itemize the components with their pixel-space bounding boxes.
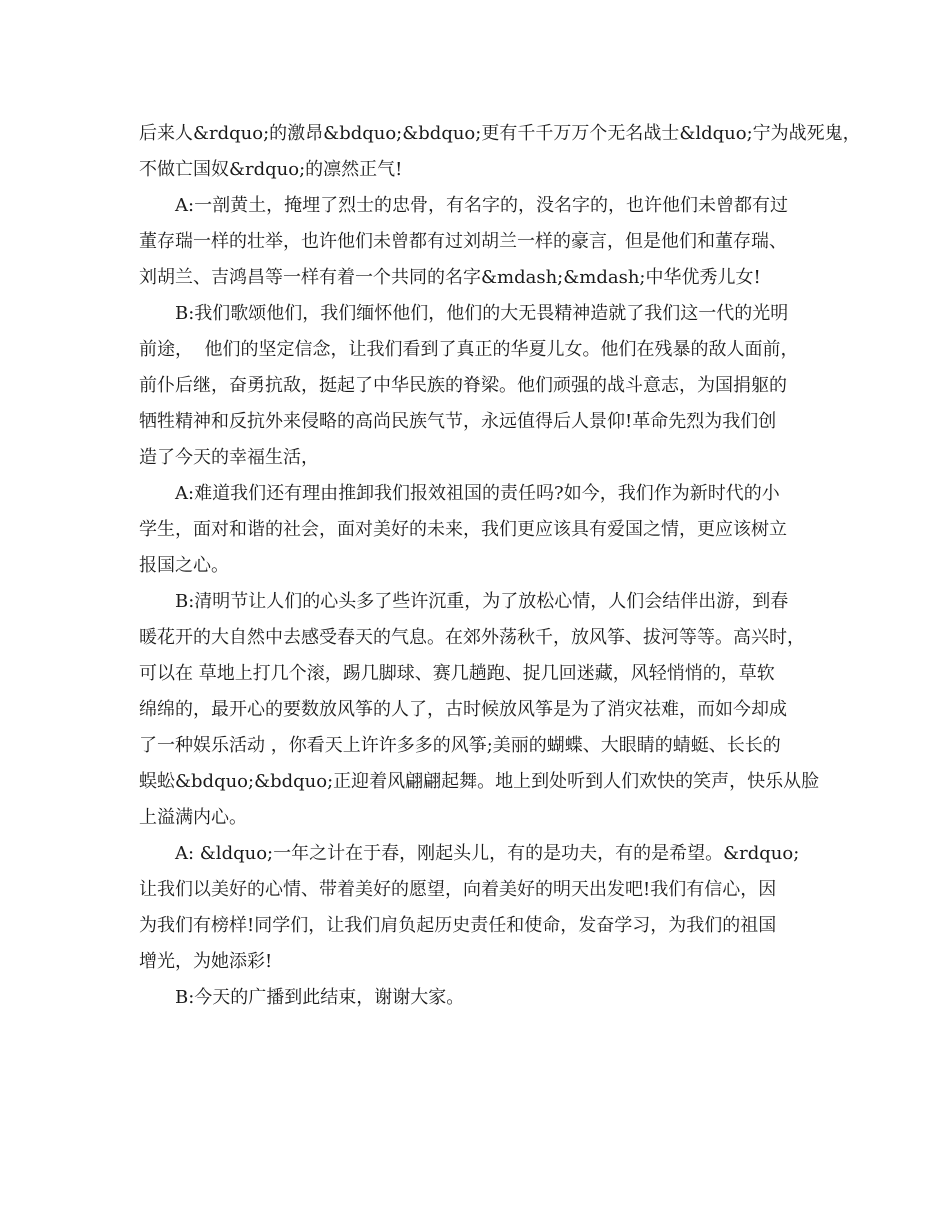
text-line: A:一剖黄土，掩埋了烈士的忠骨，有名字的，没名字的，也许他们未曾都有过 [175,195,789,216]
text-line: 增光，为她添彩! [139,951,273,972]
text-line: 可以在 草地上打几个滚，踢几脚球、赛几趟跑、捉几回迷藏，风轻悄悄的，草软 [139,663,775,684]
text-line: 前途， 他们的坚定信念，让我们看到了真正的华夏儿女。他们在残暴的敌人面前， [139,339,799,360]
text-line: 牺牲精神和反抗外来侵略的高尚民族气节，永远值得后人景仰!革命先烈为我们创 [139,411,777,432]
text-line: 蜈蚣&bdquo;&bdquo;正迎着风翩翩起舞。地上到处听到人们欢快的笑声，快乐从脸 [139,771,820,792]
text-line: B:清明节让人们的心头多了些许沉重，为了放松心情，人们会结伴出游，到春 [175,591,789,612]
text-line: 为我们有榜样!同学们，让我们肩负起历史责任和使命，发奋学习，为我们的祖国 [139,915,777,936]
text-line: 造了今天的幸福生活， [139,447,319,468]
text-line: 绵绵的，最开心的要数放风筝的人了，古时候放风筝是为了消灾祛难，而如今却成 [139,699,787,720]
text-line: B:我们歌颂他们，我们缅怀他们，他们的大无畏精神造就了我们这一代的光明 [175,303,789,324]
text-line: 董存瑞一样的壮举，也许他们未曾都有过刘胡兰一样的豪言，但是他们和董存瑞、 [139,231,787,252]
text-line: 后来人&rdquo;的激昂&bdquo;&bdquo;更有千千万万个无名战士&ldquo;宁为战死鬼， [139,123,861,144]
text-line: 学生，面对和谐的社会，面对美好的未来，我们更应该具有爱国之情，更应该树立 [139,519,787,540]
text-line: 不做亡国奴&rdquo;的凛然正气! [139,159,403,180]
text-line: A:难道我们还有理由推卸我们报效祖国的责任吗?如今，我们作为新时代的小 [175,483,780,504]
text-line: 上溢满内心。 [139,807,247,828]
text-line: 刘胡兰、吉鸿昌等一样有着一个共同的名字&mdash;&mdash;中华优秀儿女! [139,267,761,288]
document-body [139,116,861,1016]
text-line: 了一种娱乐活动 ，你看天上许许多多的风筝;美丽的蝴蝶、大眼睛的蜻蜓、长长的 [139,735,781,756]
text-line: 让我们以美好的心情、带着美好的愿望，向着美好的明天出发吧!我们有信心，因 [139,879,777,900]
text-line: 前仆后继，奋勇抗敌，挺起了中华民族的脊梁。他们顽强的战斗意志，为国捐躯的 [139,375,787,396]
text-line: 报国之心。 [139,555,229,576]
text-line: A: &ldquo;一年之计在于春，刚起头儿，有的是功夫，有的是希望。&rdquo; [175,843,800,864]
text-line: B:今天的广播到此结束，谢谢大家。 [175,987,465,1008]
text-line: 暖花开的大自然中去感受春天的气息。在郊外荡秋千，放风筝、拔河等等。高兴时， [139,627,805,648]
